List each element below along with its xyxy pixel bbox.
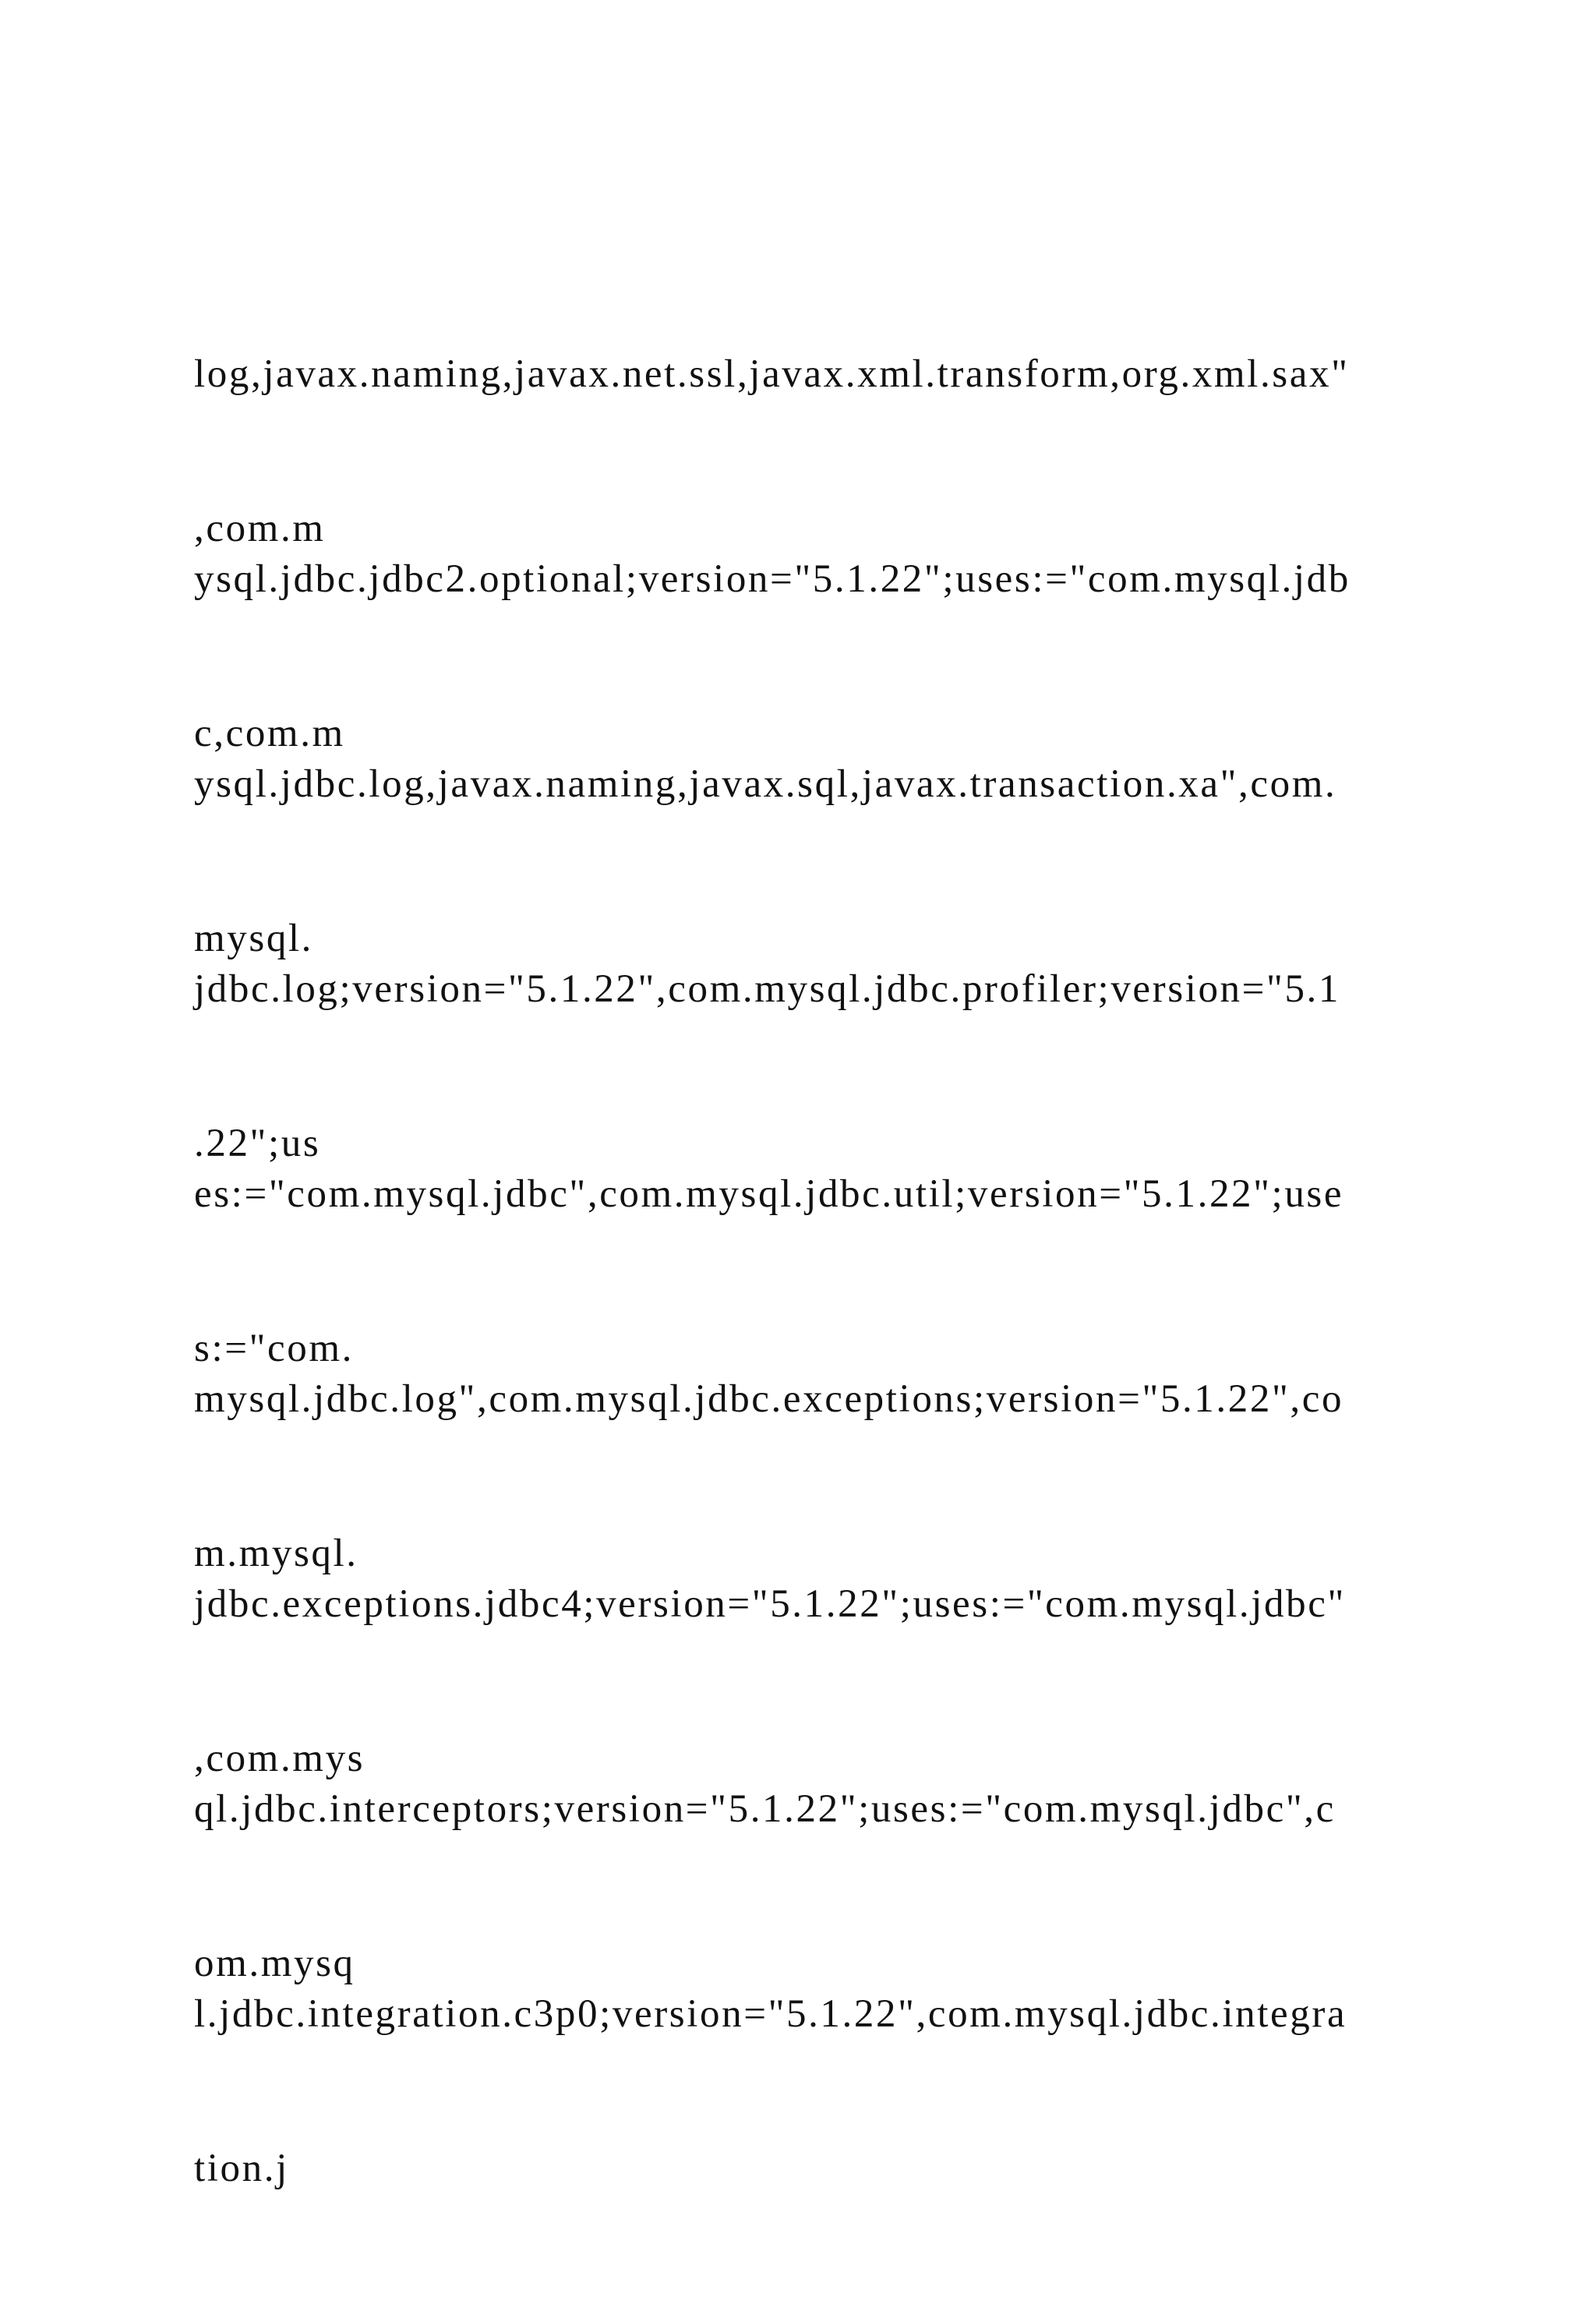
paragraph-line: c,com.m <box>194 712 345 755</box>
paragraph-line: s:="com. <box>194 1327 354 1370</box>
paragraph-line: ysql.jdbc.jdbc2.optional;version="5.1.22";uses:="com.mysql.jdb <box>194 557 1351 601</box>
paragraph-line: .22";us <box>194 1122 321 1165</box>
paragraph-line: om.mysq <box>194 1942 355 1985</box>
paragraph-line: ysql.jdbc.log,javax.naming,javax.sql,javax.transaction.xa",com. <box>194 762 1337 806</box>
paragraph-line: l.jdbc.integration.c3p0;version="5.1.22",com.mysql.jdbc.integra <box>194 1992 1347 2036</box>
paragraph-line: log,javax.naming,javax.net.ssl,javax.xml.transform,org.xml.sax" <box>194 352 1350 396</box>
paragraph-line: jdbc.exceptions.jdbc4;version="5.1.22";uses:="com.mysql.jdbc" <box>194 1582 1346 1626</box>
paragraph-line: tion.j <box>194 2147 289 2190</box>
paragraph-line: ql.jdbc.interceptors;version="5.1.22";uses:="com.mysql.jdbc",c <box>194 1787 1336 1831</box>
paragraph-9 <box>194 1885 1410 2297</box>
paragraph-line: mysql.jdbc.log",com.mysql.jdbc.exceptions;version="5.1.22",co <box>194 1377 1344 1421</box>
paragraph-line: ,com.m <box>194 507 326 550</box>
paragraph-line: jdbc.log;version="5.1.22",com.mysql.jdbc.profiler;version="5.1 <box>194 967 1340 1011</box>
paragraph-line: mysql. <box>194 917 314 960</box>
paragraph-line: m.mysql. <box>194 1532 358 1575</box>
paragraph-line: ,com.mys <box>194 1737 365 1780</box>
paragraph-line: es:="com.mysql.jdbc",com.mysql.jdbc.util;version="5.1.22";use <box>194 1172 1344 1216</box>
